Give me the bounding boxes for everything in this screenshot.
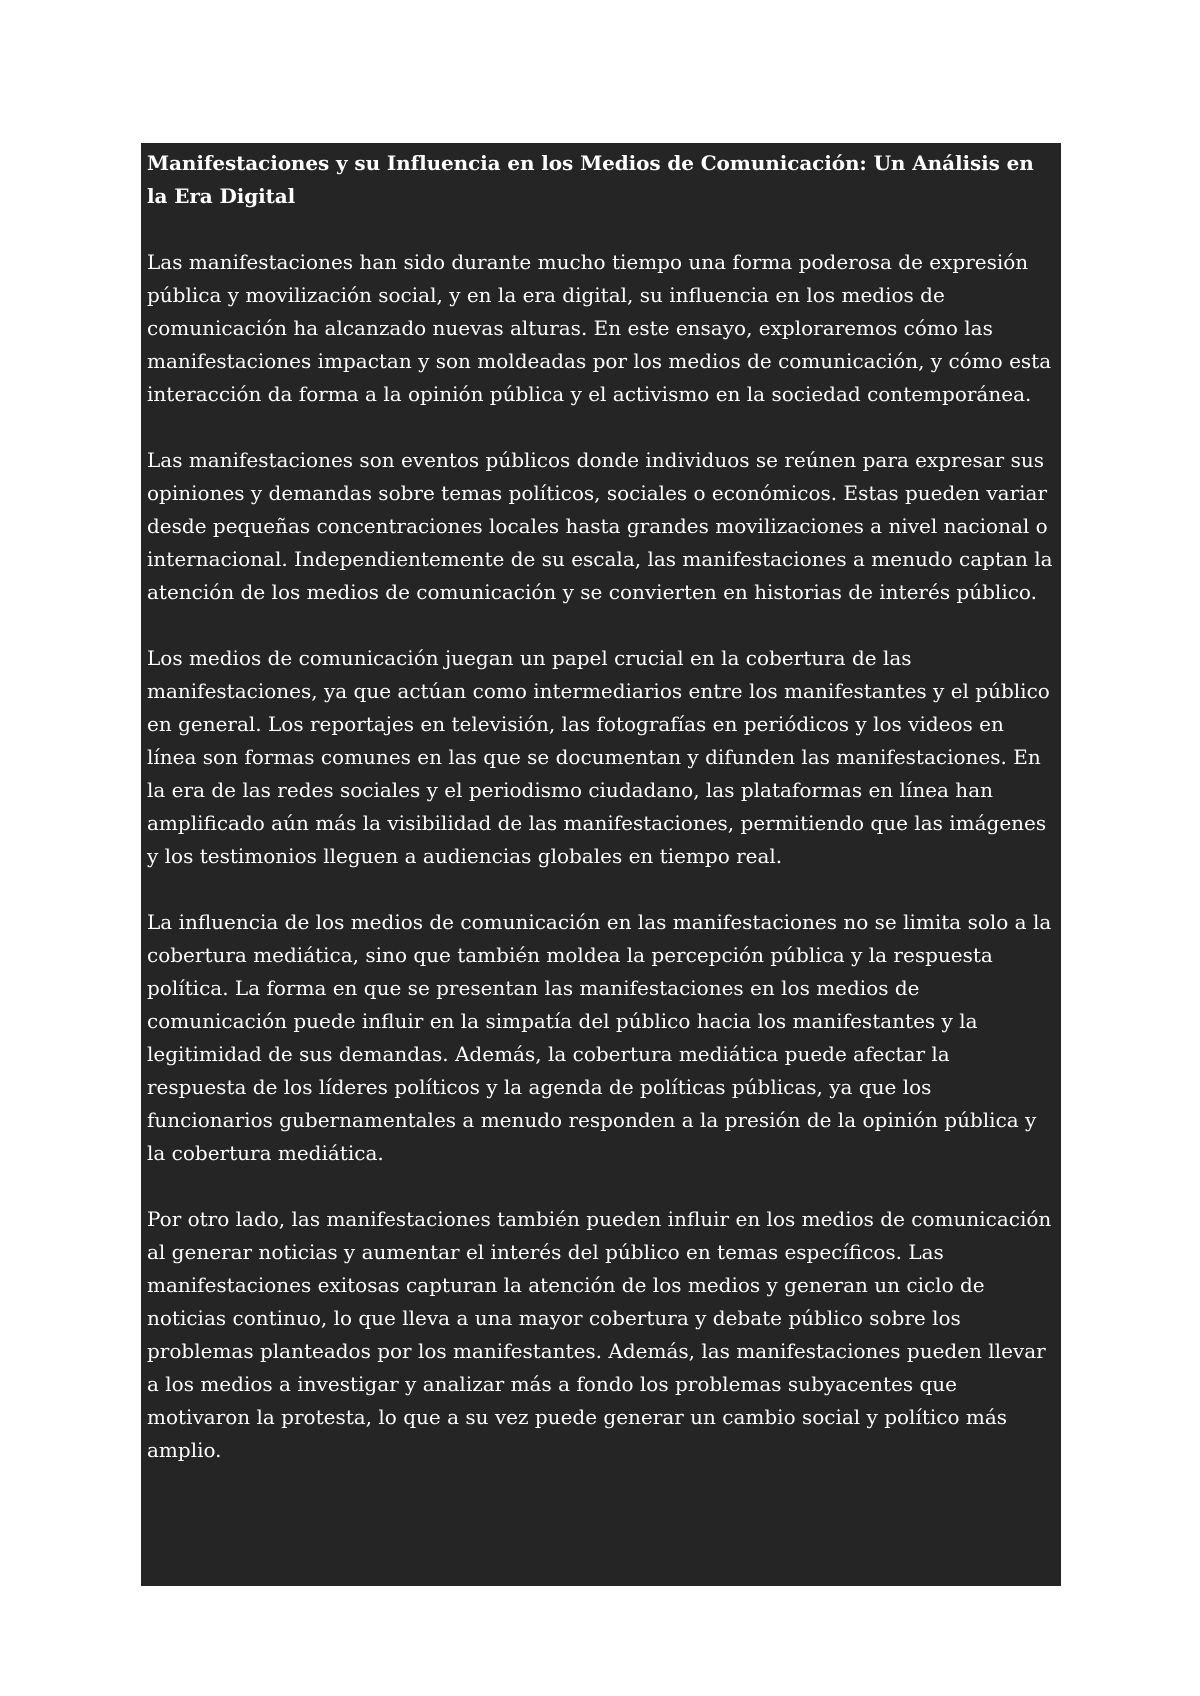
essay-title: Manifestaciones y su Influencia en los Medios de Comunicación: Un Análisis en la Era Digital xyxy=(147,151,1034,208)
essay-paragraph-4: La influencia de los medios de comunicación en las manifestaciones no se limita solo a la cobertura mediática, sino que también moldea la percepción pública y la respuesta política. La forma en que se presentan las manifestaciones en los medios de comunicación puede influir en la simpatía del público hacia los manifestantes y la legitimidad de sus demandas. Además, la cobertura mediática puede afectar la respuesta de los líderes políticos y la agenda de políticas públicas, ya que los funcionarios gubernamentales a menudo responden a la presión de la opinión pública y la cobertura mediática. xyxy=(147,910,1052,1165)
essay-paragraph-5: Por otro lado, las manifestaciones también pueden influir en los medios de comunicación al generar noticias y aumentar el interés del público en temas específicos. Las manifestaciones exitosas capturan la atención de los medios y generan un ciclo de noticias continuo, lo que lleva a una mayor cobertura y debate público sobre los problemas planteados por los manifestantes. Además, las manifestaciones pueden llevar a los medios a investigar y analizar más a fondo los problemas subyacentes que motivaron la protesta, lo que a su vez puede generar un cambio social y político más amplio. xyxy=(147,1207,1052,1462)
essay-paragraph-3: Los medios de comunicación juegan un papel crucial en la cobertura de las manifestaciones, ya que actúan como intermediarios entre los manifestantes y el público en general. Los reportajes en televisión, las fotografías en periódicos y los videos en línea son formas comunes en las que se documentan y difunden las manifestaciones. En la era de las redes sociales y el periodismo ciudadano, las plataformas en línea han amplificado aún más la visibilidad de las manifestaciones, permitiendo que las imágenes y los testimonios lleguen a audiencias globales en tiempo real. xyxy=(147,646,1050,868)
essay-text-block xyxy=(141,143,1061,1586)
essay-paragraph-2: Las manifestaciones son eventos públicos donde individuos se reúnen para expresar sus opiniones y demandas sobre temas políticos, sociales o económicos. Estas pueden variar desde pequeñas concentraciones locales hasta grandes movilizaciones a nivel nacional o internacional. Independientemente de su escala, las manifestaciones a menudo captan la atención de los medios de comunicación y se convierten en historias de interés público. xyxy=(147,448,1053,604)
essay-paragraph-1: Las manifestaciones han sido durante mucho tiempo una forma poderosa de expresión pública y movilización social, y en la era digital, su influencia en los medios de comunicación ha alcanzado nuevas alturas. En este ensayo, exploraremos cómo las manifestaciones impactan y son moldeadas por los medios de comunicación, y cómo esta interacción da forma a la opinión pública y el activismo en la sociedad contemporánea. xyxy=(147,250,1052,406)
